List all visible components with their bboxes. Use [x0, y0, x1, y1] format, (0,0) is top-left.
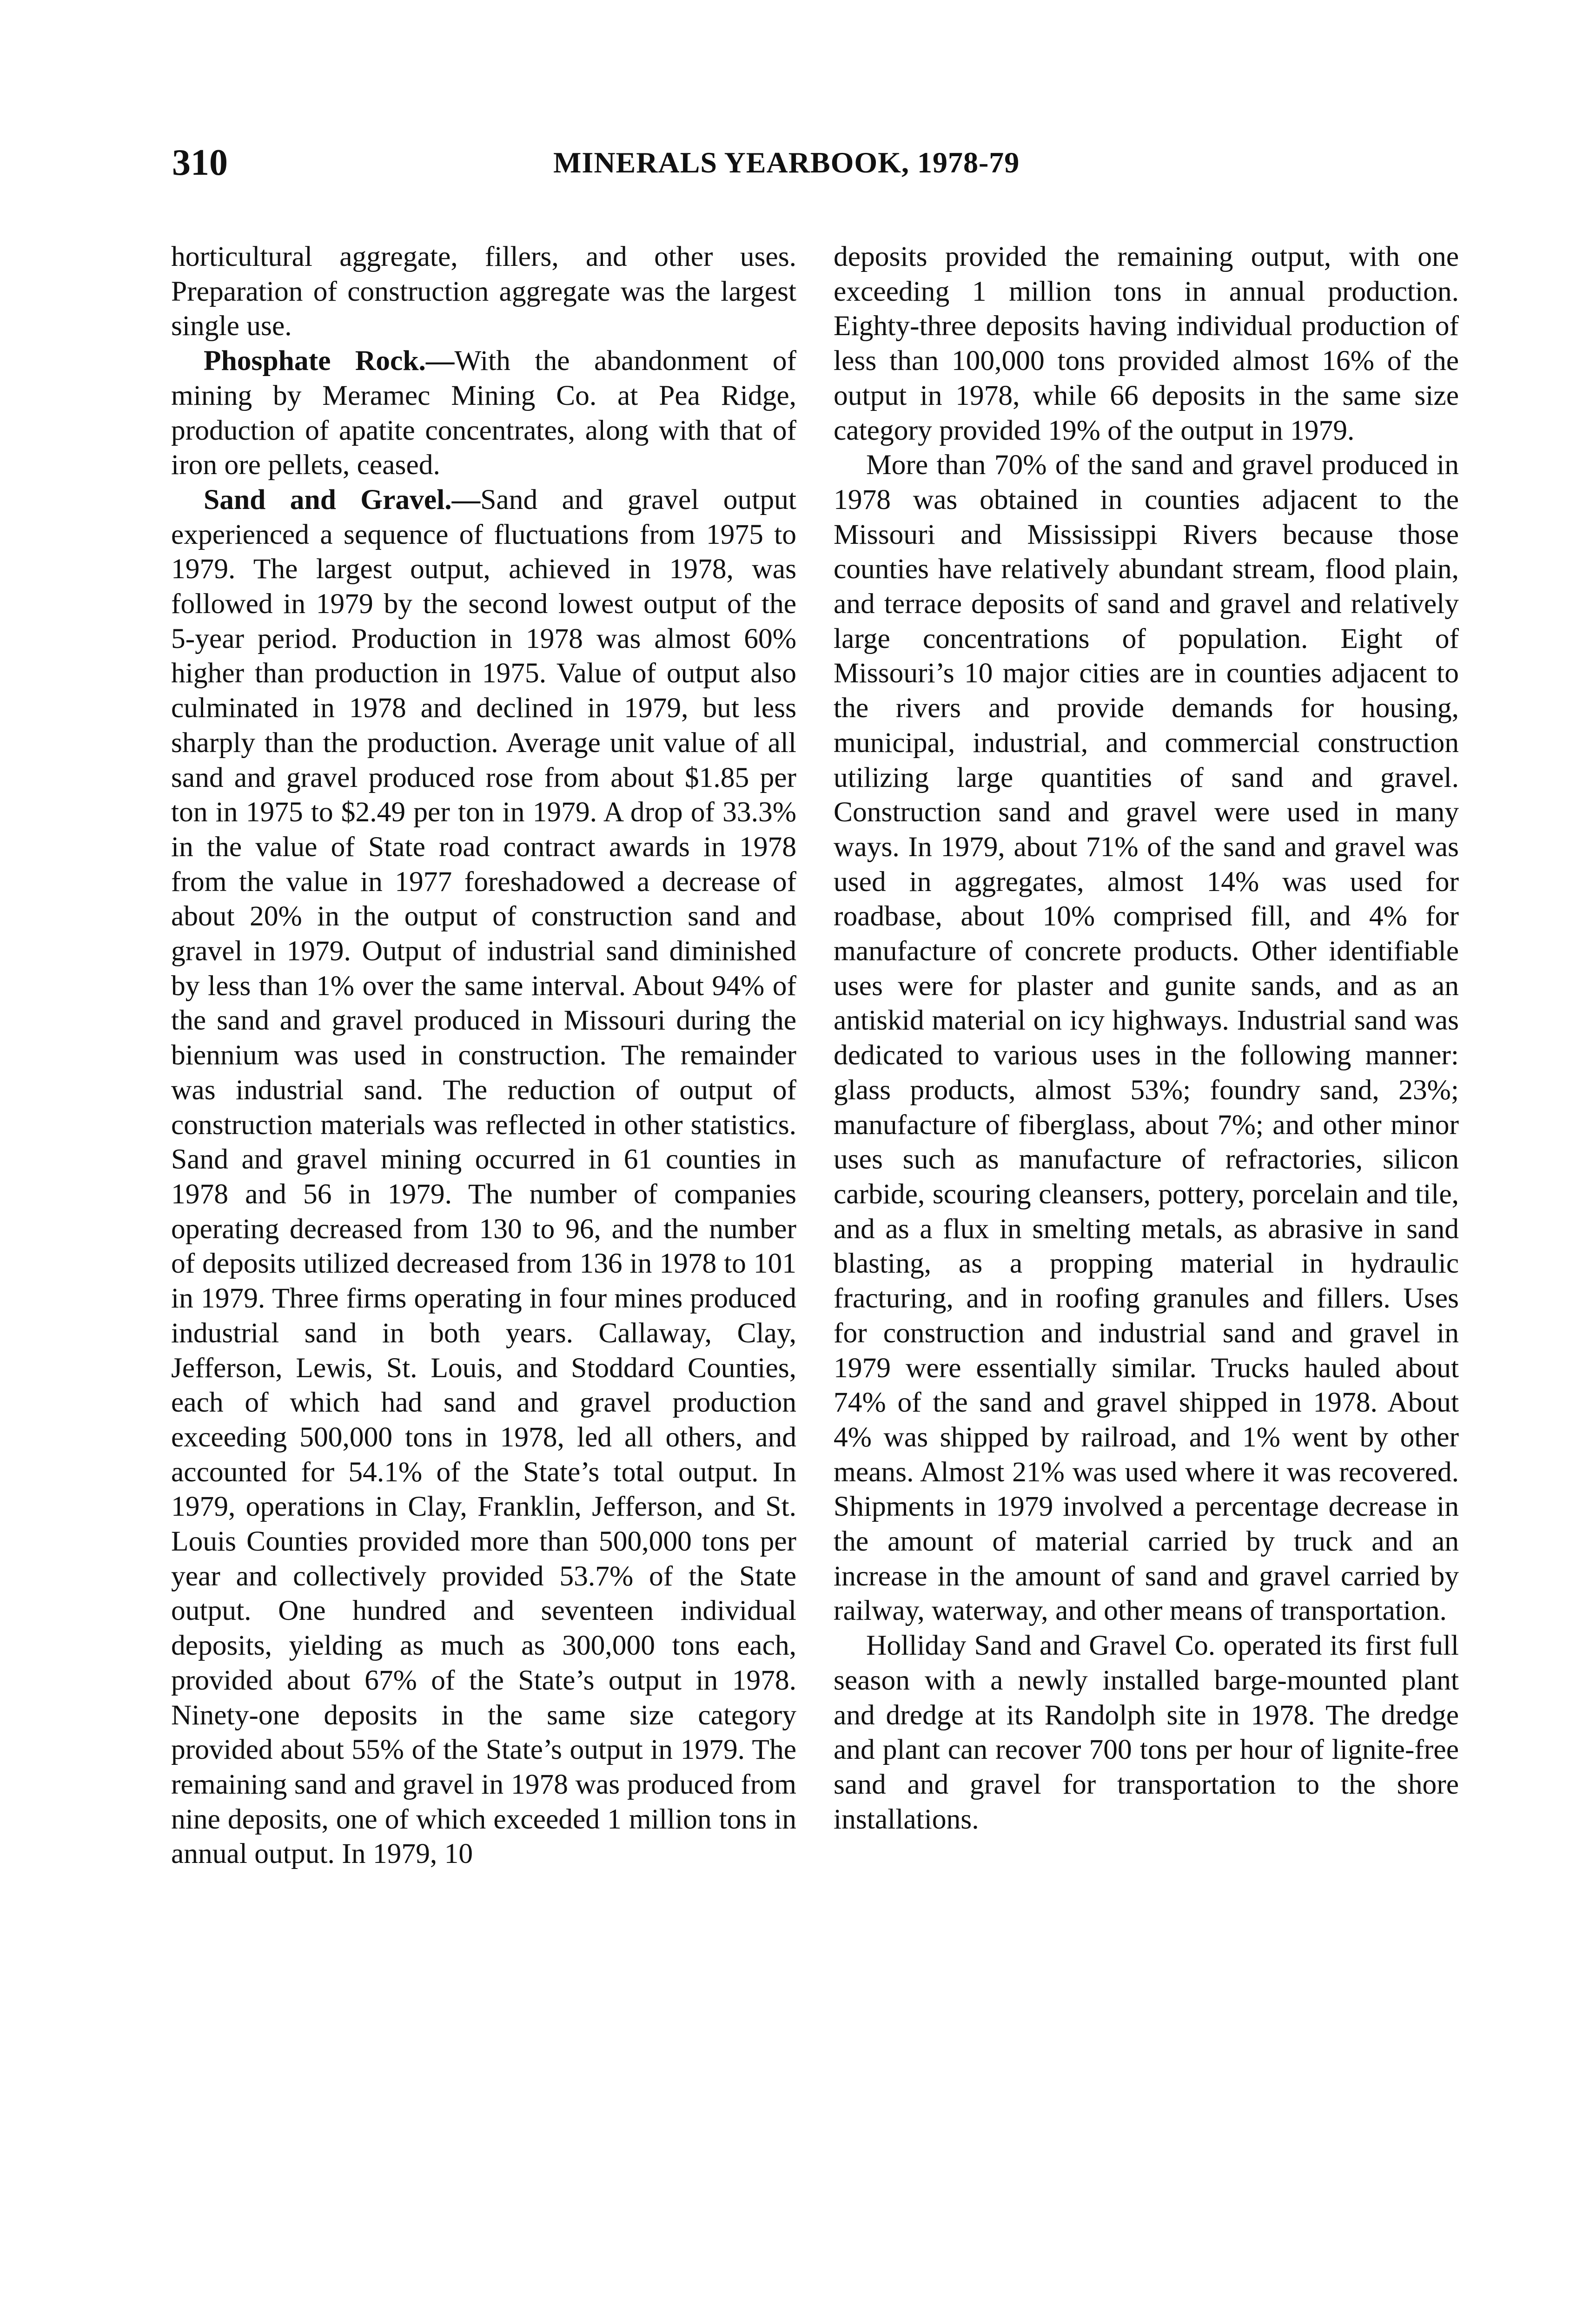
paragraph-counties-and-uses: More than 70% of the sand and gravel produced in 1978 was obtained in counties adjacent to the Missouri and Mississippi Rivers because those counties have relatively abundant stream, flood plain, and terrace deposits of sand and gravel and relatively large concentrations of population. Eight of Missouri’s 10 major cities are in counties adjacent to the rivers and provide demands for housing, municipal, industrial, and commercial construction utilizing large quantities of sand and gravel. Construction sand and gravel were used in many ways. In 1979, about 71% of the sand and gravel was used in aggregates, almost 14% was used for roadbase, about 10% comprised fill, and 4% for manufacture of concrete products. Other identifiable uses were for plaster and gunite sands, and as an antiskid material on icy highways. Industrial sand was dedicated to various uses in the following manner: glass products, almost 53%; foundry sand, 23%; manufacture of fiberglass, about 7%; and other minor uses such as manufacture of refractories, silicon carbide, scouring cleansers, pottery, porcelain and tile, and as a flux in smelting metals, as abrasive in sand blasting, as a propping material in hydraulic fracturing, and in roofing granules and fillers. Uses for construction and industrial sand and gravel in 1979 were essentially similar. Trucks hauled about 74% of the sand and gravel shipped in 1978. About 4% was shipped by railroad, and 1% went by other means. Almost 21% was used where it was recovered. Shipments in 1979 involved a percentage decrease in the amount of material carried by truck and an increase in the amount of sand and gravel carried by railway, waterway, and other means of transportation. [834, 449, 1459, 1627]
page-header [172, 139, 1464, 195]
paragraph-deposits-continued: deposits provided the remaining output, with one exceeding 1 million tons in annual production. Eighty-three deposits having individual production of less than 100,000 tons provided almost 16% of the output in 1978, while 66 deposits in the same size category provided 19% of the output in 1979. [834, 241, 1459, 446]
left-column [171, 239, 796, 1871]
paragraph-holliday-sand-and-gravel: Holliday Sand and Gravel Co. operated its first full season with a newly installed barge-mounted plant and dredge at its Randolph site in 1978. The dredge and plant can recover 700 tons per hour of lignite-free sand and gravel for transportation to the shore installations. [834, 1630, 1459, 1835]
paragraph-sand-and-gravel [171, 482, 796, 1871]
right-column [834, 239, 1459, 1836]
sand-and-gravel-heading: Sand and Gravel.— [204, 483, 481, 515]
paragraph-aggregate-uses: horticultural aggregate, fillers, and other uses. Preparation of construction aggregate was the largest single use. [171, 241, 796, 342]
phosphate-rock-heading: Phosphate Rock.— [204, 345, 455, 377]
paragraph-phosphate-rock [171, 343, 796, 482]
running-title: MINERALS YEARBOOK, 1978-79 [553, 146, 1020, 179]
page-number: 310 [172, 142, 228, 183]
phosphate-rock-text: With the abandonment of mining by Meramec Mining Co. at Pea Ridge, production of apatite concentrates, along with that of iron ore pellets, ceased. [171, 345, 796, 481]
sand-and-gravel-text: Sand and gravel output experienced a sequence of fluctuations from 1975 to 1979. The largest output, achieved in 1978, was followed in 1979 by the second lowest output of the 5-year period. Production in 1978 was almost 60% higher than production in 1975. Value of output also culminated in 1978 and declined in 1979, but less sharply than the production. Average unit value of all sand and gravel produced rose from about $1.85 per ton in 1975 to $2.49 per ton in 1979. A drop of 33.3% in the value of State road contract awards in 1978 from the value in 1977 foreshadowed a decrease of about 20% in the output of construction sand and gravel in 1979. Output of industrial sand diminished by less than 1% over the same interval. About 94% of the sand and gravel produced in Missouri during the biennium was used in construction. The remainder was industrial sand. The reduction of output of construction materials was reflected in other statistics. Sand and gravel mining occurred in 61 counties in 1978 and 56 in 1979. The number of companies operating decreased from 130 to 96, and the number of deposits utilized decreased from 136 in 1978 to 101 in 1979. Three firms operating in four mines produced industrial sand in both years. Callaway, Clay, Jefferson, Lewis, St. Louis, and Stoddard Counties, each of which had sand and gravel production exceeding 500,000 tons in 1978, led all others, and accounted for 54.1% of the State’s total output. In 1979, operations in Clay, Franklin, Jefferson, and St. Louis Counties provided more than 500,000 tons per year and collectively provided 53.7% of the State output. One hundred and seventeen individual deposits, yielding as much as 300,000 tons each, provided about 67% of the State’s output in 1978. Ninety-one deposits in the same size category provided about 55% of the State’s output in 1979. The remaining sand and gravel in 1978 was produced from nine deposits, one of which exceeded 1 million tons in annual output. In 1979, 10 [171, 483, 796, 1870]
